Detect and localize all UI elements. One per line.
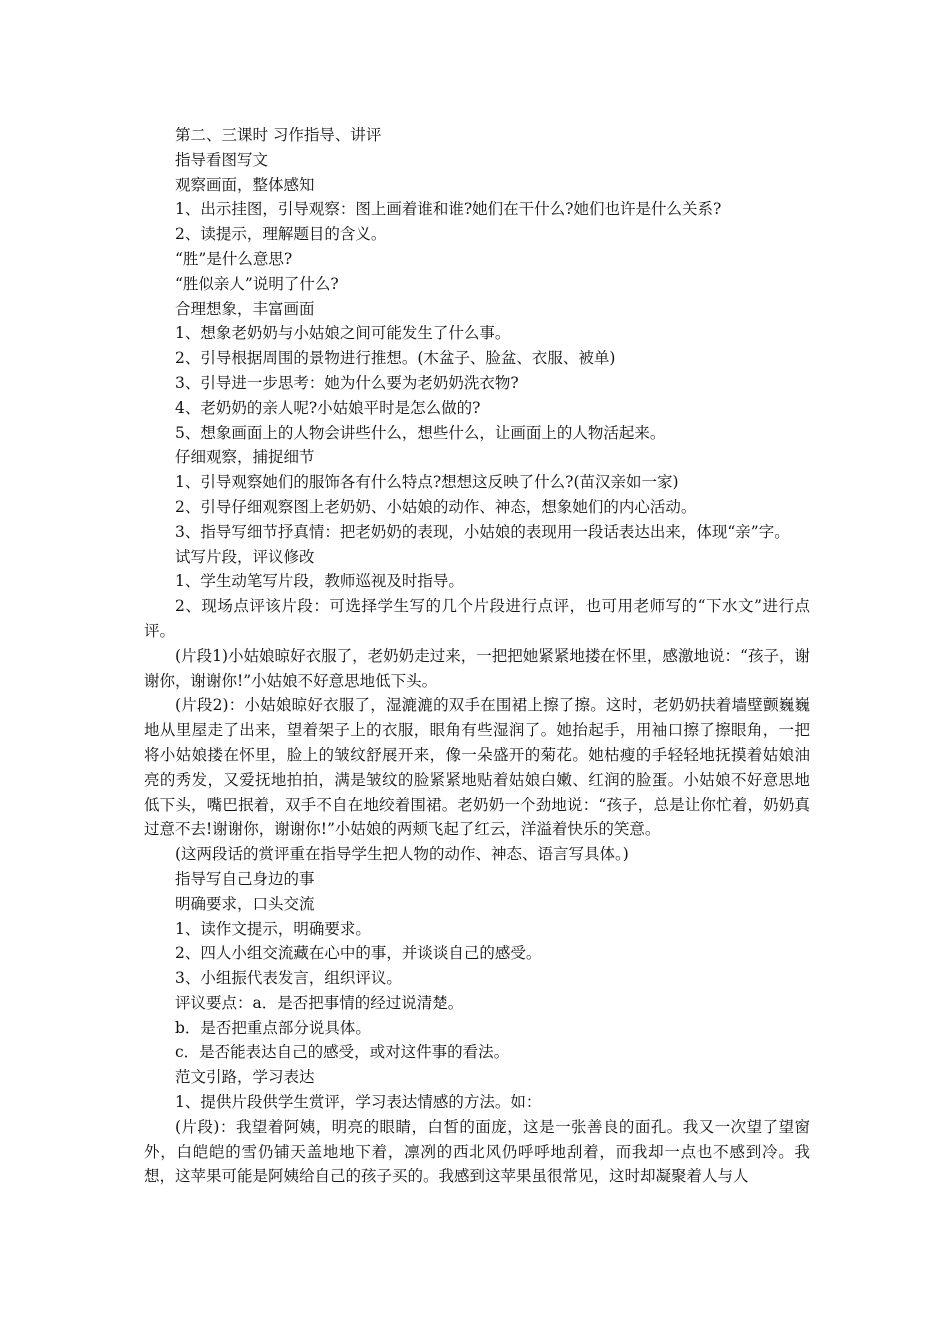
paragraph-subheading: 试写片段，评议修改 [175,547,315,566]
paragraph-lesson-title: 第二、三课时 习作指导、讲评 [175,126,382,144]
paragraph: b．是否把重点部分说具体。 [175,1018,371,1037]
paragraph: 1、引导观察她们的服饰各有什么特点?想想这反映了什么?(苗汉亲如一家) [175,473,679,492]
paragraph: 1、想象老奶奶与小姑娘之间可能发生了什么事。 [175,324,511,343]
paragraph: 2、读提示，理解题目的含义。 [175,225,387,244]
paragraph: 2、四人小组交流藏在心中的事，并谈谈自己的感受。 [175,944,542,963]
paragraph: 2、引导仔细观察图上老奶奶、小姑娘的动作、神态，想象她们的内心活动。 [175,497,697,516]
paragraph: 1、学生动笔写片段，教师巡视及时指导。 [175,572,464,591]
paragraph-subheading: 观察画面，整体感知 [175,175,315,194]
paragraph: 1、提供片段供学生赏评，学习表达情感的方法。如： [175,1093,542,1112]
paragraph-note: (这两段话的赏评重在指导学生把人物的动作、神态、语言写具体。) [175,845,629,864]
paragraph: 4、老奶奶的亲人呢?小姑娘平时是怎么做的? [175,398,481,417]
paragraph-section-heading: 指导写自己身边的事 [175,869,315,888]
paragraph: 1、读作文提示，明确要求。 [175,919,371,938]
paragraph-subheading: 范文引路，学习表达 [175,1068,315,1087]
paragraph: 3、小组振代表发言，组织评议。 [175,969,402,988]
paragraph: “胜”是什么意思? [175,249,293,268]
paragraph-section-heading: 指导看图写文 [175,150,269,169]
paragraph-subheading: 明确要求，口头交流 [175,894,315,913]
paragraph: “胜似亲人”说明了什么? [175,274,339,293]
paragraph: 1、出示挂图，引导观察：图上画着谁和谁?她们在干什么?她们也许是什么关系? [175,200,722,219]
paragraph-subheading: 合理想象，丰富画面 [175,299,315,318]
paragraph: 5、想象画面上的人物会讲些什么，想些什么，让画面上的人物活起来。 [175,423,666,442]
paragraph: 3、引导进一步思考：她为什么要为老奶奶洗衣物? [175,373,519,392]
paragraph: 2、引导根据周围的景物进行推想。(木盆子、脸盆、衣服、被单) [175,349,616,368]
paragraph-excerpt: (片段2)：小姑娘晾好衣服了，湿漉漉的双手在围裙上擦了擦。这时，老奶奶扶着墙壁颤巍巍地从里屋走了出来，望着架子上的衣服，眼角有些湿润了。她抬起手，用袖口擦了擦眼角，一把将小姑娘搂在怀里，脸上的皱纹舒展开来，像一朵盛开的菊花。她枯瘦的手轻轻地抚摸着姑娘油亮的秀发，又爱抚地拍拍，满是皱纹的脸紧紧地贴着姑娘白嫩、红润的脸蛋。小姑娘不好意思地低下头，嘴巴抿着，双手不自在地绞着围裙。老奶奶一个劲地说：“孩子，总是让你忙着，奶奶真过意不去!谢谢你，谢谢你!”小姑娘的两颊飞起了红云，洋溢着快乐的笑意。 [144,696,810,839]
paragraph: 3、指导写细节抒真情：把老奶奶的表现，小姑娘的表现用一段话表达出来，体现“亲”字。 [175,522,790,541]
paragraph: 评议要点：a．是否把事情的经过说清楚。 [175,993,464,1012]
paragraph: 2、现场点评该片段：可选择学生写的几个片段进行点评，也可用老师写的“下水文”进行点评。 [144,597,810,640]
paragraph: c．是否能表达自己的感受，或对这件事的看法。 [175,1043,510,1062]
paragraph-excerpt: (片段)：我望着阿姨，明亮的眼睛，白皙的面庞，这是一张善良的面孔。我又一次望了望窗外，白皑皑的雪仍铺天盖地地下着，凛冽的西北风仍呼呼地刮着，而我却一点也不感到冷。我想，这苹果可能是阿姨给自己的孩子买的。我感到这苹果虽很常见，这时却凝聚着人与人 [144,1117,810,1186]
paragraph-excerpt: (片段1)小姑娘晾好衣服了，老奶奶走过来，一把把她紧紧地搂在怀里，感激地说：“孩子，谢谢你，谢谢你!”小姑娘不好意思地低下头。 [144,646,810,690]
paragraph-subheading: 仔细观察，捕捉细节 [175,448,315,467]
document-body [144,123,810,1189]
